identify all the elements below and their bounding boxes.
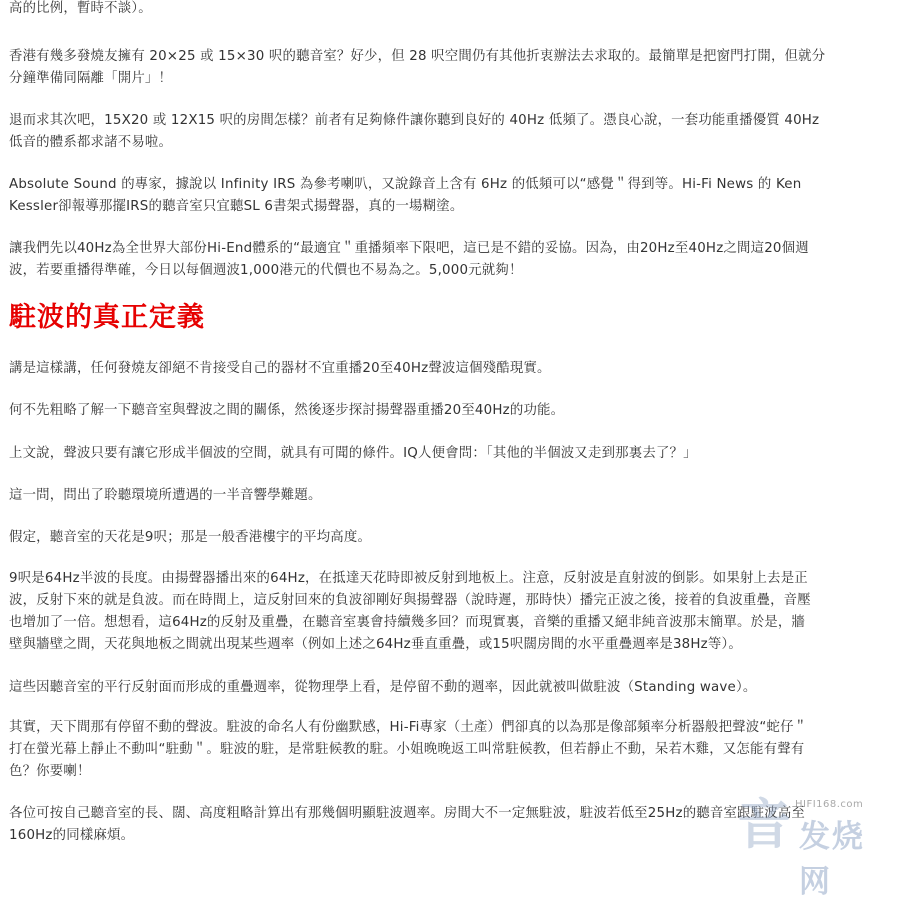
paragraph [9,0,893,20]
watermark-logo-icon: 音 [737,792,791,856]
paragraph [9,677,893,699]
paragraph-line: 波，若要重播得準確，今日以每個週波1,000港元的代價也不易為之。5,000元就夠！ [9,263,523,278]
paragraph-line: 假定，聽音室的天花是9呎；那是一般香港樓宇的平均高度。 [9,530,372,545]
paragraph-line: 這一問，問出了聆聽環境所遭遇的一半音響學難題。 [9,488,322,503]
paragraph [9,717,893,783]
paragraph [9,110,893,154]
paragraph-line: 9呎是64Hz半波的長度。由揚聲器播出來的64Hz，在抵達天花時即被反射到地板上。注意，反射波是直射波的倒影。如果射上去是正 [9,571,808,586]
paragraph [9,803,893,847]
paragraph [9,485,893,507]
paragraph-line: 各位可按自己聽音室的長、闊、高度粗略計算出有那幾個明顯駐波週率。房間大不一定無駐波，駐波若低至25Hz的聽音室跟駐波高至 [9,806,806,821]
paragraph-line: 分鐘準備同隔離「開片」！ [9,71,173,86]
paragraph-line: 讓我們先以40Hz為全世界大部份Hi-End體系的“最適宜＂重播頻率下限吧，這已是不錯的妥協。因為，由20Hz至40Hz之間這20個週 [9,241,809,256]
paragraph [9,400,893,422]
section-heading: 駐波的真正定義 [9,302,205,333]
paragraph-line: 講是這樣講，任何發燒友卻絕不肯接受自己的器材不宜重播20至40Hz聲波這個殘酷現實。 [9,361,551,376]
paragraph [9,238,893,282]
paragraph-line: 高的比例，暫時不談）。 [9,1,152,16]
paragraph [9,46,893,90]
paragraph-line: 波，反射下來的就是負波。而在時間上，這反射回來的負波卻剛好與揚聲器（說時遲，那時快）播完正波之後，接着的負波重疊，音壓 [9,593,811,608]
paragraph [9,358,893,380]
paragraph-line: 上文說，聲波只要有讓它形成半個波的空間，就具有可聞的條件。IQ人便會問：「其他的半個波又走到那裏去了？」 [9,446,697,461]
paragraph-line: 香港有幾多發燒友擁有 20×25 或 15×30 呎的聽音室？好少，但 28 呎空間仍有其他折衷辦法去求取的。最簡單是把窗門打開，但就分 [9,49,826,64]
paragraph-line: 低音的體系都求諸不易啦。 [9,135,173,150]
paragraph [9,174,893,218]
paragraph [9,527,893,549]
paragraph [9,443,893,465]
paragraph-line: 壁與牆壁之間，天花與地板之間就出現某些週率（例如上述之64Hz垂直重疊，或15呎闊房間的水平重疊週率是38Hz等）。 [9,637,742,652]
paragraph-line: 色？你要喇！ [9,764,91,779]
paragraph-line: 打在螢光幕上靜止不動叫“駐動＂。駐波的駐，是常駐候教的駐。小姐晚晚返工叫常駐候教，但若靜止不動，呆若木雞，又怎能有聲有 [9,742,805,757]
watermark-site-name: 发烧网 [799,819,865,900]
paragraph-line: Absolute Sound 的專家，據說以 Infinity IRS 為參考喇叭，又說錄音上含有 6Hz 的低頻可以“感覺＂得到等。Hi-Fi News 的 Ken [9,177,802,192]
watermark-domain: HIFI168.com [795,799,864,810]
paragraph-line: 也增加了一倍。想想看，這64Hz的反射及重疊，在聽音室裏會持續幾多回？而現實裏，音樂的重播又絕非純音波那末簡單。於是，牆 [9,615,806,630]
paragraph-line: 何不先粗略了解一下聽音室與聲波之間的關係，然後逐步探討揚聲器重播20至40Hz的功能。 [9,403,565,418]
paragraph-line: 退而求其次吧，15X20 或 12X15 呎的房間怎樣？前者有足夠條件讓你聽到良好的 40Hz 低頻了。憑良心說，一套功能重播優質 40Hz [9,113,820,128]
paragraph [9,568,893,656]
paragraph-line: Kessler卻報導那擺IRS的聽音室只宜聽SL 6書架式揚聲器，真的一場糊塗。 [9,199,464,214]
paragraph-line: 其實，天下間那有停留不動的聲波。駐波的命名人有份幽默感，Hi-Fi專家（土產）們卻真的以為那是像部頻率分析器般把聲波“蛇仔＂ [9,720,808,735]
paragraph-line: 這些因聽音室的平行反射面而形成的重疊週率，從物理學上看，是停留不動的週率，因此就被叫做駐波（Standing wave）。 [9,680,757,695]
paragraph-line: 160Hz的同樣麻煩。 [9,828,135,843]
